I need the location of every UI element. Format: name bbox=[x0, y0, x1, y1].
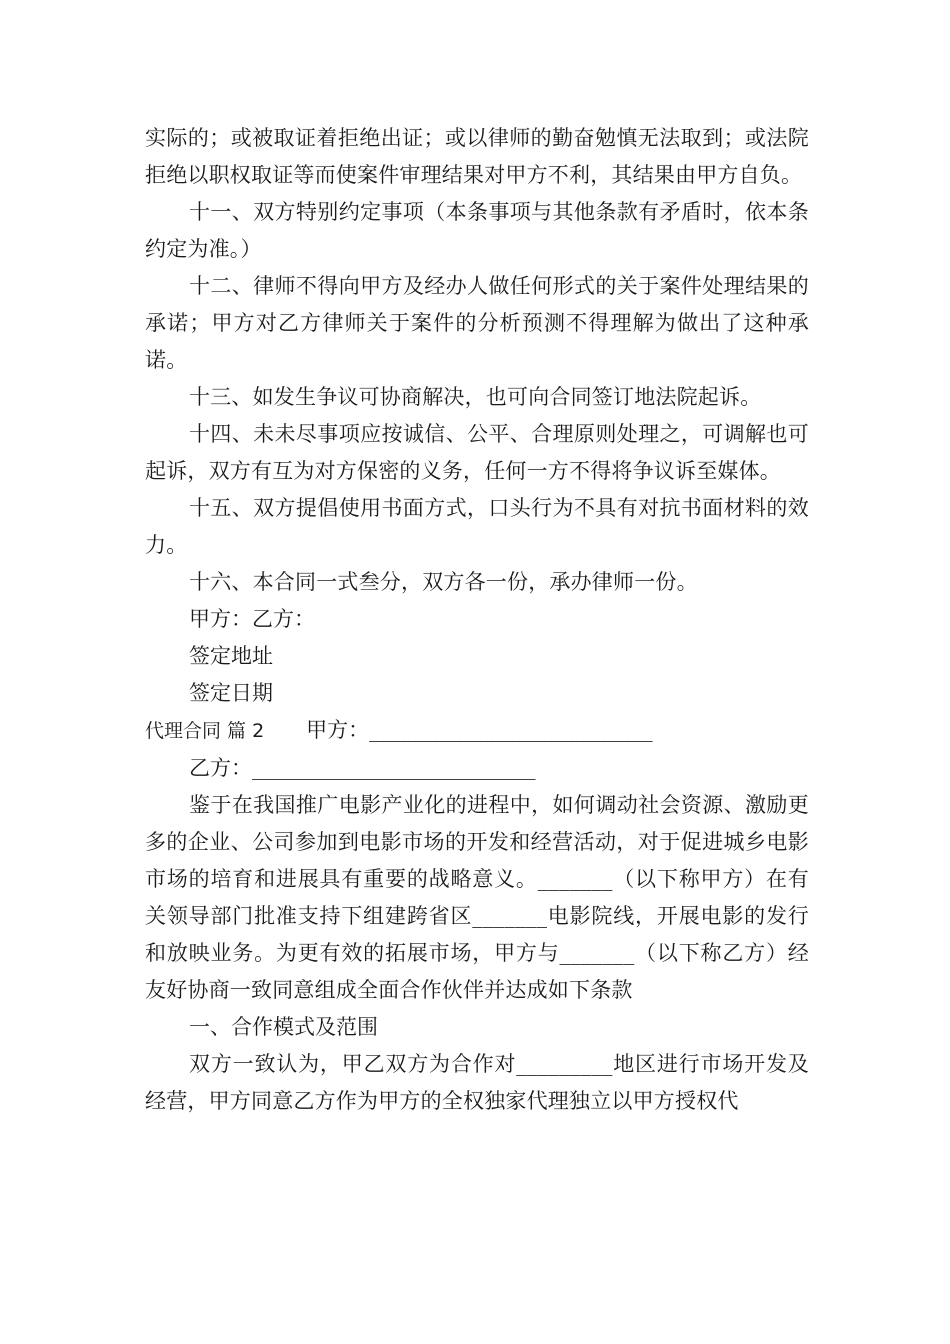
clause-12: 十二、律师不得向甲方及经办人做任何形式的关于案件处理结果的承诺；甲方对乙方律师关于案件的分析预测不得理解为做出了这种承诺。 bbox=[145, 274, 809, 372]
document-title: 代理合同 篇 2 bbox=[145, 720, 265, 742]
clause-13: 十三、如发生争议可协商解决，也可向合同签订地法院起诉。 bbox=[189, 385, 762, 409]
signature-address: 签定地址 bbox=[189, 644, 273, 668]
document-page bbox=[145, 120, 809, 1120]
clause-16: 十六、本合同一式叁分，双方各一份，承办律师一份。 bbox=[189, 570, 698, 594]
party-b-line: 乙方：___________________________ bbox=[189, 756, 536, 780]
clause-15: 十五、双方提倡使用书面方式，口头行为不具有对抗书面材料的效力。 bbox=[145, 496, 809, 557]
section-1-title: 一、合作模式及范围 bbox=[189, 1015, 378, 1039]
clause-11: 十一、双方特别约定事项（本条事项与其他条款有矛盾时，依本条约定为准。） bbox=[145, 200, 809, 261]
clause-14: 十四、未未尽事项应按诚信、公平、合理原则处理之，可调解也可起诉，双方有互为对方保密的义务，任何一方不得将争议诉至媒体。 bbox=[145, 422, 809, 483]
party-a-line: 甲方：___________________________ bbox=[306, 718, 653, 742]
second-contract-header bbox=[145, 712, 809, 750]
signature-date: 签定日期 bbox=[189, 681, 273, 705]
paragraph-continuation: 实际的；或被取证着拒绝出证；或以律师的勤奋勉慎无法取到；或法院拒绝以职权取证等而使案件审理结果对甲方不利，其结果由甲方自负。 bbox=[145, 126, 809, 187]
section-1-body: 双方一致认为，甲乙双方为合作对_________地区进行市场开发及经营，甲方同意乙方作为甲方的全权独家代理独立以甲方授权代 bbox=[145, 1052, 809, 1113]
contract-intro: 鉴于在我国推广电影产业化的进程中，如何调动社会资源、激励更多的企业、公司参加到电影市场的开发和经营活动，对于促进城乡电影市场的培育和进展具有重要的战略意义。_______（以下称甲方）在有关领导部门批准支持下组建跨省区_______电影院线，开展电影的发行和放映业务。为更有效的拓展市场，甲方与_______（以下称乙方）经友好协商一致同意组成全面合作伙伴并达成如下条款 bbox=[145, 793, 809, 1002]
signature-parties: 甲方：乙方： bbox=[189, 607, 315, 631]
